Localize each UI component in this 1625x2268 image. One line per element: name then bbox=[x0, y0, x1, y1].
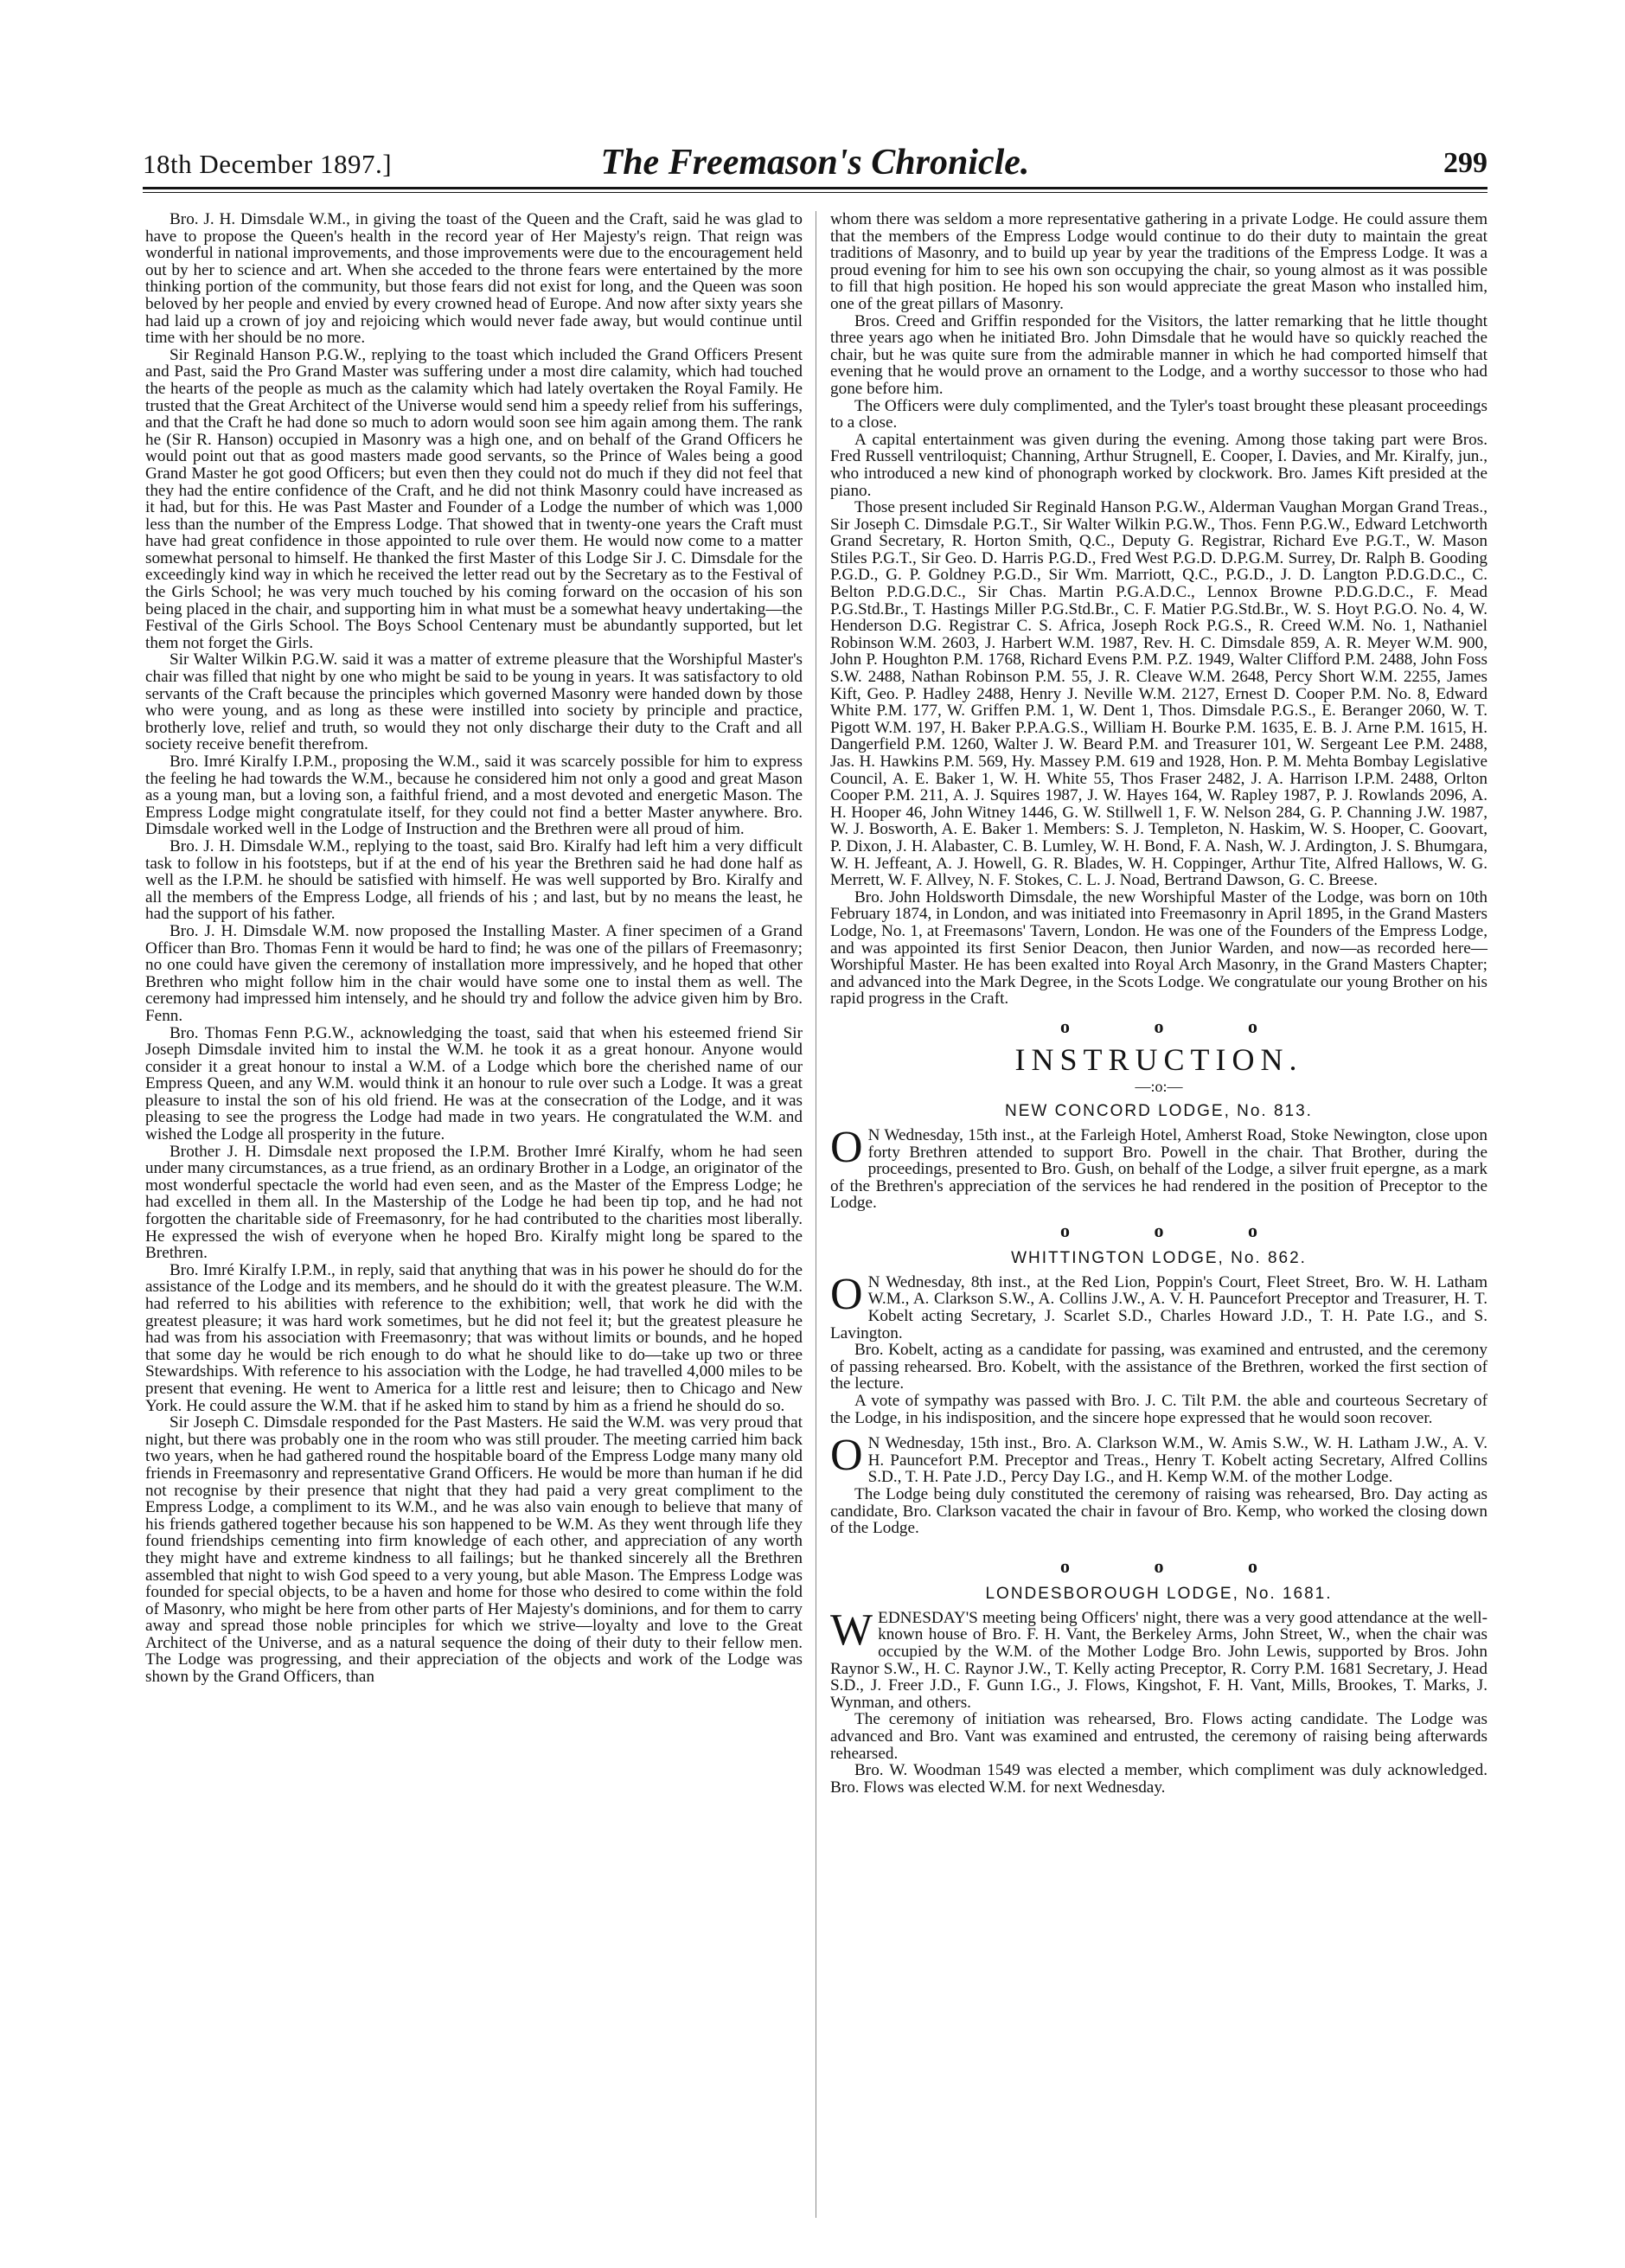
article-paragraph: whom there was seldom a more representative gathering in a private Lodge. He could assure them that the members of the Empress Lodge would continue to do their duty to maintain the great traditions of Masonry, and to build up year by year the traditions of the Empress Lodge. It was a proud evening for him to see his own son occupying the chair, so young almost as it was possible to fill that high position. He hoped his son would appreciate the great Mason who installed him, one of the great pillars of Masonry. bbox=[830, 210, 1487, 313]
article-paragraph: A vote of sympathy was passed with Bro. J. C. Tilt P.M. the able and courteous Secretary of the Lodge, in his indisposition, and the sincere hope expressed that he would soon recover. bbox=[830, 1392, 1487, 1427]
article-paragraph: Sir Joseph C. Dimsdale responded for the Past Masters. He said the W.M. was very proud that night, but there was probably one in the room who was still prouder. The meeting carried him back two years, when he had gathered round the hospitable board of the Empress Lodge many many old friends in Freemasonry and representative Grand Officers. He would be more than human if he did not recognise by their presence that night that they had paid a very great compliment to the Empress Lodge, a compliment to its W.M., and he was also vain enough to believe that many of his friends gathered together because his son happened to be W.M. As they went through life they found friendships cementing into firm knowledge of each other, and appreciation of any worth they might have and extreme kindness to all failings; but he thanked sincerely all the Brethren assembled that night to wish God speed to a very young, but able Mason. The Empress Lodge was founded for special objects, to be a haven and home for those who desired to come within the fold of Masonry, who might be here from other parts of Her Majesty's dominions, and for them to carry away and spread those noble principles for which we strive—loyalty and love to the Great Architect of the Universe, and as a natural sequence the doing of their duty to their fellow men. The Lodge was progressing, and their appreciation of the objects and work of the Lodge was shown by the Grand Officers, than bbox=[145, 1413, 803, 1687]
article-paragraph: Brother J. H. Dimsdale next proposed the I.P.M. Brother Imré Kiralfy, whom he had seen under many circumstances, as a true friend, as an ordinary Brother in a Lodge, an originator of the most wonderful spectacle the world had even seen, and as the Master of the Empress Lodge; he had excelled in them all. In the Mastership of the Lodge he had been tip top, and he had not forgotten the charitable side of Freemasonry, for he had contributed to the charities most liberally. He expressed the wish of everyone when he hoped Bro. Kiralfy might long be spared to the Brethren. bbox=[145, 1142, 803, 1263]
article-paragraph: Sir Walter Wilkin P.G.W. said it was a matter of extreme pleasure that the Worshipful Master's chair was filled that night by one who might be said to be young in years. It was satisfactory to old servants of the Craft because the principles which governed Masonry were handed down by those who were young, and as long as these were instilled into society by principle and practice, brotherly love, relief and truth, so would they not only discharge their duty to the Craft and all society receive benefit therefrom. bbox=[145, 650, 803, 754]
article-paragraph: N Wednesday, 15th inst., at the Farleigh Hotel, Amherst Road, Stoke Newington, close upon forty Brethren attended to support Bro. Powell in the chair. That Brother, during the proceedings, presented to Bro. Gush, on behalf of the Lodge, a silver fruit epergne, as a mark of the Brethren's appreciation of the services he had rendered in the position of Preceptor to the Lodge. bbox=[830, 1125, 1487, 1213]
masthead-rule-thin bbox=[143, 192, 1487, 193]
page-number: 299 bbox=[1443, 147, 1487, 179]
article-paragraph: Bro. Kobelt, acting as a candidate for passing, was examined and entrusted, and the ceremony of passing rehearsed. Bro. Kobelt, with the assistance of the Brethren, worked the first section of the lecture. bbox=[830, 1341, 1487, 1393]
attendee-list: Those present included Sir Reginald Hanson P.G.W., Alderman Vaughan Morgan Grand Treas., Sir Joseph C. Dimsdale P.G.T., Sir Walter Wilkin P.G.W., Thos. Fenn P.G.W., Edward Letchworth Grand Secretary, R. Horton Smith, Q.C., Deputy G. Registrar, Richard Eve P.G.T., W. Mason Stiles P.G.T., Sir Geo. D. Harris P.G.D., Fred West P.G.D. D.P.G.M. Surrey, Dr. Ralph B. Gooding P.G.D., G. P. Goldney P.G.D., Sir Wm. Marriott, Q.C., P.G.D., J. D. Langton P.D.G.D.C., C. Belton P.D.G.D.C., Sir Chas. Martin P.G.A.D.C., Lennox Browne P.D.G.D.C., F. Mead P.G.Std.Br., T. Hastings Miller P.G.Std.Br., C. F. Matier P.G.Std.Br., W. S. Hoyt P.G.O. No. 4, W. Henderson D.G. Registrar C. S. Africa, Joseph Rock P.G.S., R. Creed W.M. No. 1, Nathaniel Robinson W.M. 2603, J. Harbert W.M. 1987, Rev. H. C. Dimsdale 859, A. R. Meyer W.M. 900, John P. Houghton P.M. 1768, Richard Evens P.M. P.Z. 1949, Walter Clifford P.M. 2488, John Foss S.W. 2488, Nathan Robinson P.M. 55, J. R. Cleave W.M. 2648, Percy Short W.M. 2255, James Kift, Geo. P. Hadley 2488, Henry J. Neville W.M. 2127, Ernest D. Cooper P.M. No. 8, Edward White P.M. 177, W. Griffen P.M. 1, W. Dent 1, Thos. Dimsdale P.G.S., E. Beranger 2060, W. T. Pigott W.M. 197, H. Baker P.P.A.G.S., William H. Bourke P.M. 1635, E. B. J. Arne P.M. 1615, H. Dangerfield P.M. 1260, Walter J. W. Beard P.M. and Treasurer 101, W. Sergeant Lee P.M. 2488, Jas. H. Hawkins P.M. 569, Hy. Massey P.M. 619 and 1928, Hon. P. M. Mehta Bombay Legislative Council, A. E. Baker 1, W. H. White 55, Thos Fraser 2482, J. A. Harrison I.P.M. 2488, Orlton Cooper P.M. 211, A. J. Squires 1987, J. W. Hayes 164, W. Rapley 1987, P. J. Rowlands 2096, A. H. Hooper 46, John Witney 1446, G. W. Stillwell 1, F. W. Nelson 284, G. P. Channing J.W. 1987, W. J. Bosworth, A. E. Baker 1. Members: S. J. Templeton, N. Haskim, W. S. Hooper, C. Goovart, P. Dixon, J. H. Alabaster, C. B. Lumley, W. H. Bond, F. A. Nash, W. J. Ardington, J. S. Bhumgara, W. H. Jeffeant, A. J. Howell, G. R. Blades, W. H. Coppinger, Arthur Tite, Alfred Hallows, W. G. Merrett, W. F. Allvey, N. F. Stokes, C. L. J. Noad, Bertrand Dawson, G. C. Breese. bbox=[830, 498, 1487, 890]
section-heading: INSTRUCTION. bbox=[1014, 1041, 1303, 1077]
article-paragraph: Bro. J. H. Dimsdale W.M., replying to the toast, said Bro. Kiralfy had left him a very difficult task to follow in his footsteps, but if at the end of his year the Brethren said he had done half as well as the I.P.M. he should be satisfied with himself. He was well supported by Bro. Kiralfy and all the members of the Empress Lodge, all friends of his ; and last, but by no means the least, he had the support of his father. bbox=[145, 836, 803, 924]
left-column bbox=[145, 211, 803, 1686]
right-column bbox=[830, 211, 1487, 1796]
article-paragraph: Bros. Creed and Griffin responded for the Visitors, the latter remarking that he little thought three years ago when he initiated Bro. John Dimsdale that he would have so quickly reached the chair, but he was quite sure from the admirable manner in which he had comported himself that evening that he would prove an ornament to the Lodge, and a worthy successor to those who had gone before him. bbox=[830, 311, 1487, 398]
publication-title: The Freemason's Chronicle. bbox=[600, 143, 1030, 183]
lodge-report bbox=[830, 1269, 1487, 1342]
lodge-report bbox=[830, 1122, 1487, 1213]
article-paragraph: Bro. Imré Kiralfy I.P.M., proposing the W.M., said it was scarcely possible for him to express the feeling he had towards the W.M., because he considered him not only a good and great Mason as a young man, but a loving son, a faithful friend, and a most devoted and energetic Mason. The Empress Lodge might congratulate itself, for they could not find a better Master anywhere. Bro. Dimsdale worked well in the Lodge of Instruction and the Brethren were all proud of him. bbox=[145, 753, 803, 839]
drop-cap: W bbox=[830, 1605, 873, 1655]
article-paragraph: Bro. Imré Kiralfy I.P.M., in reply, said that anything that was in his power he should do for the assistance of the Lodge and its members, and he should do it with the greatest pleasure. The W.M. had referred to his abilities with reference to the exhibition; well, that work he did with the greatest pleasure; it was hard work sometimes, but he did not feel it; but the greatest pleasure he had was from his association with Freemasonry; that was without limits or bounds, and he hoped that some day he would be rich enough to do what he should like to do—take up two or three Stewardships. With reference to his association with the Lodge, he had travelled 4,000 miles to be present that evening. He went to America for a little rest and leisure; then to Chicago and New York. He could assure the W.M. that if he asked him to stand by him as a friend he should do so. bbox=[145, 1260, 803, 1415]
article-paragraph: N Wednesday, 15th inst., Bro. A. Clarkson W.M., W. Amis S.W., W. H. Latham J.W., A. V. H. Pauncefort P.M. Preceptor and Treas., Henry T. Kobelt acting Secretary, Alfred Collins S.D., T. H. Pate J.D., Percy Day I.G., and H. Kemp W.M. of the mother Lodge. bbox=[867, 1434, 1487, 1487]
section-ornament: o o o bbox=[1060, 1219, 1297, 1241]
article-paragraph: Bro. J. H. Dimsdale W.M., in giving the toast of the Queen and the Craft, said he was glad to have to propose the Queen's health in the record year of Her Majesty's reign. That reign was wonderful in national improvements, and those improvements were due to the encouragement held out by her to science and art. When she acceded to the throne fears were entertained by the more thinking portion of the community, but those fears did not exist for long, and the Queen was soon beloved by her people and envied by every crowned head of Europe. And now after sixty years she had laid up a crown of joy and rejoicing which would never fade away, but would continue until time with her should be no more. bbox=[145, 210, 803, 348]
article-paragraph: Bro. W. Woodman 1549 was elected a member, which compliment was duly acknowledged. Bro. Flows was elected W.M. for next Wednesday. bbox=[830, 1761, 1487, 1797]
section-ornament: o o o bbox=[1060, 1015, 1297, 1037]
article-paragraph: EDNESDAY'S meeting being Officers' night, there was a very good attendance at the well-known house of Bro. F. H. Vant, the Berkeley Arms, John Street, W., when the chair was occupied by the W.M. of the Mother Lodge Bro. John Lewis, supported by Bros. John Raynor S.W., H. C. Raynor J.W., T. Kelly acting Preceptor, R. Corry P.M. 1681 Secretary, J. Head S.D., J. Freer J.D., F. Gunn I.G., J. Flows, Kingshot, F. H. Vant, Mills, Brookes, T. Marks, J. Wynman, and others. bbox=[830, 1608, 1487, 1712]
article-paragraph: Bro. J. H. Dimsdale W.M. now proposed the Installing Master. A finer specimen of a Grand Officer than Bro. Thomas Fenn it would be hard to find; he was one of the pillars of Freemasonry; no one could have given the ceremony of installation more impressively, and he hoped that other Brethren who might follow him in the chair would have some one to instal them as well. The ceremony had impressed him intensely, and he should try and follow the advice given him by Bro. Fenn. bbox=[145, 921, 803, 1025]
drop-cap: O bbox=[830, 1431, 863, 1481]
section-rule: —:o:— bbox=[1135, 1077, 1183, 1095]
masthead-rule bbox=[143, 187, 1487, 189]
section-ornament: o o o bbox=[1060, 1554, 1297, 1577]
drop-cap: O bbox=[830, 1269, 863, 1319]
lodge-report bbox=[830, 1605, 1487, 1712]
lodge-heading: WHITTINGTON LODGE, No. 862. bbox=[1011, 1248, 1307, 1267]
lodge-heading: NEW CONCORD LODGE, No. 813. bbox=[1005, 1101, 1313, 1120]
article-paragraph: Bro. John Holdsworth Dimsdale, the new Worshipful Master of the Lodge, was born on 10th February 1874, in London, and was initiated into Freemasonry in April 1895, in the Grand Masters Lodge, No. 1, at Freemasons' Tavern, London. He was one of the Founders of the Empress Lodge, and was appointed its first Senior Deacon, then Junior Warden, and now—as recorded here—Worshipful Master. He has been exalted into Royal Arch Masonry, in the Grand Masters Chapter; and advanced into the Mark Degree, in the Scots Lodge. We congratulate our young Brother on his rapid progress in the Craft. bbox=[830, 887, 1487, 1009]
lodge-report bbox=[830, 1431, 1487, 1487]
masthead bbox=[143, 145, 1487, 187]
article-paragraph: Bro. Thomas Fenn P.G.W., acknowledging the toast, said that when his esteemed friend Sir Joseph Dimsdale invited him to instal the W.M. he took it as a great honour. Anyone would consider it a great honour to instal a W.M. of a Lodge which bore the cherished name of our Empress Queen, and any W.M. would think it an honour to rule over such a Lodge. It was a great pleasure to instal the son of his old friend. He was at the consecration of the Lodge, and it was pleasing to see the progress the Lodge had made in two years. He congratulated the W.M. and wished the Lodge all prosperity in the future. bbox=[145, 1023, 803, 1144]
article-paragraph: A capital entertainment was given during the evening. Among those taking part were Bros. Fred Russell ventriloquist; Channing, Arthur Strugnell, E. Cooper, I. Davies, and Mr. Kiralfy, jun., who introduced a new kind of phonograph worked by clockwork. Bro. James Kift presided at the piano. bbox=[830, 430, 1487, 500]
drop-cap: O bbox=[830, 1122, 863, 1172]
article-paragraph: Sir Reginald Hanson P.G.W., replying to the toast which included the Grand Officers Present and Past, said the Pro Grand Master was suffering under a most dire calamity, which had touched the hearts of the people as much as the calamity which had lately overtaken the Royal Family. He trusted that the Great Architect of the Universe would send him a speedy relief from his sufferings, and that the Craft he had done so much to adorn would soon see him again among them. The rank he (Sir R. Hanson) occupied in Masonry was a high one, and on behalf of the Grand Officers he would point out that as good masters made good servants, so the Prince of Wales being a good Grand Master he got good Officers; but even then they could not do much if they did not feel that they had the entire confidence of the Craft, and he did not think Masonry could have increased as it had, but for this. He was Past Master and Founder of a Lodge the number of which was 1,000 less than the number of the Empress Lodge. That showed that in twenty-one years the Craft must have had great confidence in those appointed to rule over them. He would now come to a matter somewhat personal to himself. He thanked the first Master of this Lodge Sir J. C. Dimsdale for the exceedingly kind way in which he received the letter read out by the Secretary as to the Festival of the Girls School; he was very much touched by his coming forward on the occasion of his son being placed in the chair, and supporting him in what must be a somewhat heavy undertaking—the Festival of the Girls School. The Boys School Centenary must be abundantly supported, but let them not forget the Girls. bbox=[145, 345, 803, 652]
article-paragraph: The ceremony of initiation was rehearsed, Bro. Flows acting candidate. The Lodge was advanced and Bro. Vant was examined and entrusted, the ceremony of raising being afterwards rehearsed. bbox=[830, 1710, 1487, 1763]
lodge-heading: LONDESBOROUGH LODGE, No. 1681. bbox=[985, 1584, 1333, 1603]
article-paragraph: The Lodge being duly constituted the ceremony of raising was rehearsed, Bro. Day acting as candidate, Bro. Clarkson vacated the chair in favour of Bro. Kemp, who worked the closing down of the Lodge. bbox=[830, 1485, 1487, 1538]
article-paragraph: The Officers were duly complimented, and the Tyler's toast brought these pleasant proceedings to a close. bbox=[830, 396, 1487, 432]
issue-date: 18th December 1897.] bbox=[143, 149, 393, 179]
article-paragraph: N Wednesday, 8th inst., at the Red Lion, Poppin's Court, Fleet Street, Bro. W. H. Latham W.M., A. Clarkson S.W., A. Collins J.W., A. V. H. Pauncefort Preceptor and Treasurer, H. T. Kobelt acting Secretary, J. Scarlet S.D., Charles Howard J.D., T. H. Pate I.G., and S. Lavington. bbox=[830, 1272, 1487, 1342]
